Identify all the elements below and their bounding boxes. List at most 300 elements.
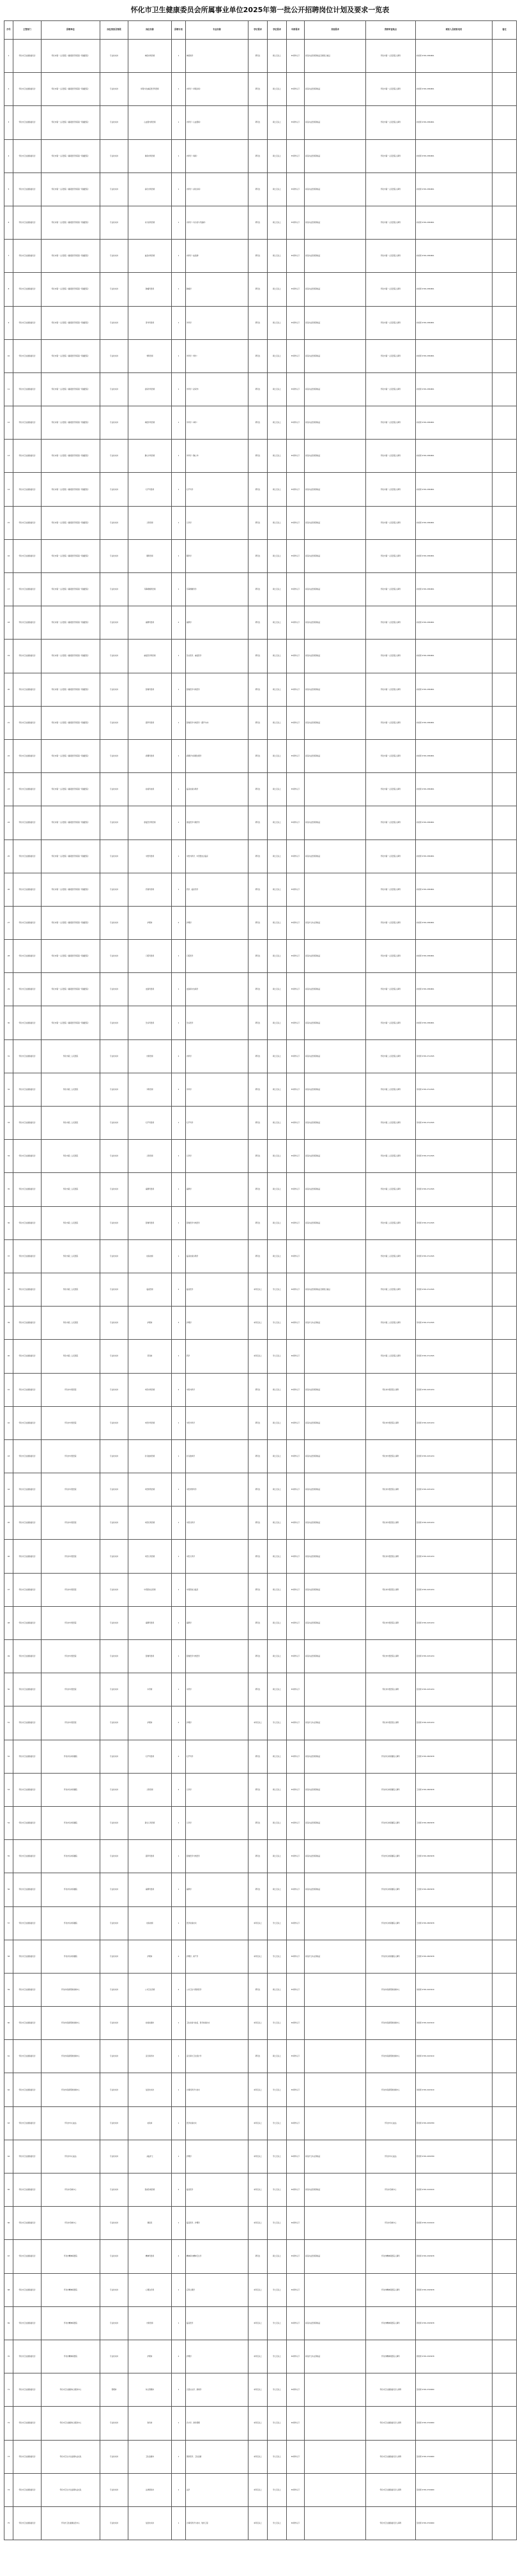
category-cell: 专业技术岗 xyxy=(100,873,128,906)
row-number: 69 xyxy=(4,2306,13,2340)
education-cell: 研究生 xyxy=(249,206,268,239)
remark-cell xyxy=(493,1039,517,1073)
quota-cell: 1 xyxy=(172,1573,186,1606)
education-cell: 研究生 xyxy=(249,2240,268,2273)
unit-cell: 怀化市第二人民医院 xyxy=(42,1340,100,1373)
quota-cell: 1 xyxy=(172,206,186,239)
contact-cell: 向老师 0745-2384651 xyxy=(416,372,493,406)
table-row xyxy=(4,273,517,306)
contact-cell: 向老师 0745-2384651 xyxy=(416,539,493,572)
review-location-cell: 怀化市疾病预防控制中心 xyxy=(366,2073,416,2106)
department-cell: 怀化市卫生健康委员会 xyxy=(13,739,42,772)
contact-cell: 王老师 0745-2825678 xyxy=(416,1840,493,1873)
table-row xyxy=(4,1806,517,1839)
degree-cell: 硕士及以上 xyxy=(268,640,287,673)
contact-cell: 李老师 0745-2712345 xyxy=(416,1206,493,1239)
review-location-cell: 怀化市第二人民医院人事科 xyxy=(366,1039,416,1073)
major-cell: 药学、临床药学 xyxy=(186,873,249,906)
department-cell: 怀化市卫生健康委员会 xyxy=(13,2207,42,2240)
remark-cell xyxy=(493,2340,517,2373)
degree-cell: 硕士及以上 xyxy=(268,1006,287,1039)
requirement-cell: 具有执业医师资格证 xyxy=(305,306,366,339)
department-cell: 怀化市卫生健康委员会 xyxy=(13,139,42,172)
row-number: 39 xyxy=(4,1307,13,1340)
category-cell: 专业技术岗 xyxy=(100,2473,128,2506)
unit-cell: 怀化市第一人民医院（湖南医药学院第一附属医院） xyxy=(42,372,100,406)
category-cell: 专业技术岗 xyxy=(100,1140,128,1173)
row-number: 2 xyxy=(4,73,13,106)
age-cell: 35周岁以下 xyxy=(287,706,305,739)
position-cell: 外科医师 xyxy=(128,1073,172,1106)
age-cell: 35周岁以下 xyxy=(287,1206,305,1239)
row-number: 6 xyxy=(4,206,13,239)
position-cell: 皮肤科医师 xyxy=(128,973,172,1006)
contact-cell: 向老师 0745-2384651 xyxy=(416,806,493,839)
table-row xyxy=(4,1606,517,1639)
position-cell: 心理治疗师 xyxy=(128,2273,172,2306)
quota-cell: 1 xyxy=(172,673,186,706)
category-cell: 专业技术岗 xyxy=(100,773,128,806)
age-cell: 30周岁以下 xyxy=(287,1307,305,1340)
education-cell: 研究生 xyxy=(249,1073,268,1106)
age-cell: 30周岁以下 xyxy=(287,2440,305,2473)
department-cell: 怀化市卫生健康委员会 xyxy=(13,273,42,306)
category-cell: 专业技术岗 xyxy=(100,273,128,306)
unit-cell: 怀化市第二人民医院 xyxy=(42,1273,100,1306)
quota-cell: 1 xyxy=(172,2273,186,2306)
position-cell: 麻醉科医师 xyxy=(128,1873,172,1906)
requirement-cell: 具有执业医师资格证 xyxy=(305,1606,366,1639)
department-cell: 怀化市卫生健康委员会 xyxy=(13,1439,42,1473)
unit-cell: 怀化市第一人民医院（湖南医药学院第一附属医院） xyxy=(42,240,100,273)
position-cell: 影像科医师 xyxy=(128,673,172,706)
major-cell: 儿科学 xyxy=(186,1806,249,1839)
row-number: 75 xyxy=(4,2506,13,2540)
major-cell: 会计学、财务管理 xyxy=(186,2407,249,2440)
department-cell: 怀化市卫生健康委员会 xyxy=(13,640,42,673)
education-cell: 研究生 xyxy=(249,1573,268,1606)
department-cell: 怀化市卫生健康委员会 xyxy=(13,372,42,406)
major-cell: 耳鼻咽喉科学 xyxy=(186,573,249,606)
quota-cell: 1 xyxy=(172,2440,186,2473)
department-cell: 怀化市卫生健康委员会 xyxy=(13,240,42,273)
quota-cell: 1 xyxy=(172,2407,186,2440)
unit-cell: 怀化市急救中心 xyxy=(42,2174,100,2207)
education-cell: 研究生 xyxy=(249,106,268,139)
quota-cell: 1 xyxy=(172,2473,186,2506)
requirement-cell: 具有护士执业资格证 xyxy=(305,2340,366,2373)
age-cell: 35周岁以下 xyxy=(287,1640,305,1673)
education-cell: 本科及以上 xyxy=(249,1940,268,1973)
major-cell: 临床医学、护理学 xyxy=(186,2207,249,2240)
age-cell: 35周岁以下 xyxy=(287,2040,305,2073)
table-row xyxy=(4,1107,517,1140)
major-cell: 针灸推拿学 xyxy=(186,1439,249,1473)
unit-cell: 怀化市疾病预防控制中心 xyxy=(42,2073,100,2106)
requirement-cell xyxy=(305,1973,366,2006)
remark-cell xyxy=(493,406,517,440)
table-row xyxy=(4,673,517,706)
review-location-cell: 怀化市中医医院人事科 xyxy=(366,1673,416,1706)
department-cell: 怀化市卫生健康委员会 xyxy=(13,1640,42,1673)
table-row xyxy=(4,2373,517,2407)
degree-cell: 硕士及以上 xyxy=(268,2040,287,2073)
remark-cell xyxy=(493,1307,517,1340)
review-location-cell: 怀化市精神病医院人事科 xyxy=(366,2273,416,2306)
department-cell: 怀化市卫生健康委员会 xyxy=(13,1473,42,1506)
degree-cell: 硕士及以上 xyxy=(268,906,287,939)
requirement-cell xyxy=(305,2407,366,2440)
position-cell: 神经内科医师 xyxy=(128,40,172,73)
requirement-cell: 具有执业医师资格证 xyxy=(305,1540,366,1573)
row-number: 29 xyxy=(4,973,13,1006)
education-cell: 研究生 xyxy=(249,1873,268,1906)
category-cell: 专业技术岗 xyxy=(100,1107,128,1140)
quota-cell: 1 xyxy=(172,172,186,206)
category-cell: 专业技术岗 xyxy=(100,706,128,739)
unit-cell: 怀化市精神病医院 xyxy=(42,2240,100,2273)
contact-cell: 张老师 0745-2231234 xyxy=(416,1540,493,1573)
major-cell: 临床医学 xyxy=(186,1273,249,1306)
age-cell: 35周岁以下 xyxy=(287,1239,305,1273)
position-cell: 药剂岗 xyxy=(128,1340,172,1373)
quota-cell: 2 xyxy=(172,1273,186,1306)
major-cell: 麻醉学 xyxy=(186,1873,249,1906)
column-header: 资格审查地点 xyxy=(366,21,416,40)
row-number: 64 xyxy=(4,2140,13,2173)
row-number: 67 xyxy=(4,2240,13,2273)
table-row xyxy=(4,372,517,406)
position-cell: 精神科医师 xyxy=(128,2240,172,2273)
quota-cell: 2 xyxy=(172,2174,186,2207)
row-number: 44 xyxy=(4,1473,13,1506)
requirement-cell: 具有执业医师资格证 xyxy=(305,1473,366,1506)
category-cell: 专业技术岗 xyxy=(100,1406,128,1439)
major-cell: 法学 xyxy=(186,2473,249,2506)
unit-cell: 怀化市第二人民医院 xyxy=(42,1173,100,1206)
category-cell: 专业技术岗 xyxy=(100,2273,128,2306)
department-cell: 怀化市卫生健康委员会 xyxy=(13,172,42,206)
row-number: 47 xyxy=(4,1573,13,1606)
category-cell: 专业技术岗 xyxy=(100,2506,128,2540)
contact-cell: 向老师 0745-2384651 xyxy=(416,573,493,606)
age-cell: 35周岁以下 xyxy=(287,139,305,172)
unit-cell: 怀化市中医医院 xyxy=(42,1573,100,1606)
position-cell: 麻醉科医师 xyxy=(128,1606,172,1639)
major-cell: 护理学、助产学 xyxy=(186,1940,249,1973)
category-cell: 专业技术岗 xyxy=(100,1373,128,1406)
education-cell: 本科及以上 xyxy=(249,2106,268,2140)
position-cell: 药剂科药师 xyxy=(128,873,172,906)
table-row xyxy=(4,1773,517,1806)
column-header: 其他要求 xyxy=(305,21,366,40)
contact-cell: 杨老师 0745-2120120 xyxy=(416,2207,493,2240)
requirement-cell: 具有执业医师资格证 xyxy=(305,1806,366,1839)
age-cell: 35周岁以下 xyxy=(287,839,305,873)
row-number: 49 xyxy=(4,1640,13,1673)
table-row xyxy=(4,573,517,606)
review-location-cell: 怀化市第一人民医院人事科 xyxy=(366,640,416,673)
quota-cell: 1 xyxy=(172,473,186,506)
department-cell: 怀化市卫生健康委员会 xyxy=(13,2473,42,2506)
requirement-cell xyxy=(305,2106,366,2140)
remark-cell xyxy=(493,739,517,772)
department-cell: 怀化市卫生健康委员会 xyxy=(13,2440,42,2473)
requirement-cell: 具有护士执业资格证 xyxy=(305,2140,366,2173)
position-cell: 中医骨伤医师 xyxy=(128,1473,172,1506)
requirement-cell: 具有执业医师资格证 xyxy=(305,1006,366,1039)
position-cell: 麻醉科医师 xyxy=(128,1173,172,1206)
department-cell: 怀化市卫生健康委员会 xyxy=(13,2106,42,2140)
position-cell: 采血护士 xyxy=(128,2140,172,2173)
row-number: 50 xyxy=(4,1673,13,1706)
age-cell: 35周岁以下 xyxy=(287,1039,305,1073)
age-cell: 35周岁以下 xyxy=(287,440,305,473)
age-cell: 35周岁以下 xyxy=(287,1840,305,1873)
quota-cell: 1 xyxy=(172,40,186,73)
position-cell: 妇产科医师 xyxy=(128,1107,172,1140)
contact-cell: 张老师 0745-2231234 xyxy=(416,1439,493,1473)
table-row xyxy=(4,1140,517,1173)
table-row xyxy=(4,40,517,73)
contact-cell: 刘老师 0745-2243210 xyxy=(416,1973,493,2006)
table-row xyxy=(4,640,517,673)
table-row xyxy=(4,139,517,172)
category-cell: 专业技术岗 xyxy=(100,1206,128,1239)
unit-cell: 怀化市卫生健康综合服务中心 xyxy=(42,2373,100,2407)
contact-cell: 向老师 0745-2384651 xyxy=(416,273,493,306)
unit-cell: 怀化市第一人民医院（湖南医药学院第一附属医院） xyxy=(42,40,100,73)
table-row xyxy=(4,606,517,640)
remark-cell xyxy=(493,73,517,106)
position-cell: 血液内科医师 xyxy=(128,240,172,273)
review-location-cell: 怀化市第一人民医院人事科 xyxy=(366,372,416,406)
position-cell: 信息技术岗 xyxy=(128,2506,172,2540)
requirement-cell: 具有执业医师资格证 xyxy=(305,1640,366,1673)
degree-cell: 硕士及以上 xyxy=(268,973,287,1006)
table-row xyxy=(4,1273,517,1306)
column-header: 招聘单位 xyxy=(42,21,100,40)
column-header: 联系人及联系电话 xyxy=(416,21,493,40)
unit-cell: 怀化市妇幼保健院 xyxy=(42,1873,100,1906)
table-row xyxy=(4,406,517,440)
age-cell: 35周岁以下 xyxy=(287,240,305,273)
department-cell: 怀化市卫生健康委员会 xyxy=(13,1873,42,1906)
education-cell: 研究生 xyxy=(249,339,268,372)
major-cell: 护理学 xyxy=(186,2340,249,2373)
position-cell: 财务岗 xyxy=(128,2407,172,2440)
unit-cell: 怀化市第一人民医院（湖南医药学院第一附属医院） xyxy=(42,273,100,306)
age-cell: 35周岁以下 xyxy=(287,1740,305,1773)
age-cell: 30周岁以下 xyxy=(287,2140,305,2173)
table-row xyxy=(4,1573,517,1606)
row-number: 61 xyxy=(4,2040,13,2073)
position-cell: 儿科医师 xyxy=(128,506,172,539)
position-cell: 泌尿外科医师 xyxy=(128,372,172,406)
age-cell: 35周岁以下 xyxy=(287,2240,305,2273)
major-cell: 临床医学 xyxy=(186,2306,249,2340)
position-cell: 新生儿科医师 xyxy=(128,1806,172,1839)
contact-cell: 向老师 0745-2384651 xyxy=(416,240,493,273)
quota-cell: 1 xyxy=(172,640,186,673)
table-row xyxy=(4,1973,517,2006)
education-cell: 本科及以上 xyxy=(249,1307,268,1340)
age-cell: 35周岁以下 xyxy=(287,640,305,673)
education-cell: 研究生 xyxy=(249,739,268,772)
requirement-cell: 具有执业医师资格证 xyxy=(305,73,366,106)
education-cell: 本科及以上 xyxy=(249,2007,268,2040)
position-cell: 康复医学科医师 xyxy=(128,806,172,839)
contact-cell: 向老师 0745-2384651 xyxy=(416,839,493,873)
requirement-cell: 具有护士执业资格证 xyxy=(305,1706,366,1740)
remark-cell xyxy=(493,1840,517,1873)
department-cell: 怀化市卫生健康委员会 xyxy=(13,906,42,939)
review-location-cell: 怀化市第二人民医院人事科 xyxy=(366,1273,416,1306)
age-cell: 35周岁以下 xyxy=(287,1006,305,1039)
row-number: 73 xyxy=(4,2440,13,2473)
review-location-cell: 怀化市第一人民医院人事科 xyxy=(366,106,416,139)
degree-cell: 硕士及以上 xyxy=(268,172,287,206)
unit-cell: 怀化市第一人民医院（湖南医药学院第一附属医院） xyxy=(42,773,100,806)
category-cell: 专业技术岗 xyxy=(100,1940,128,1973)
requirement-cell: 具有执业医师资格证 xyxy=(305,839,366,873)
unit-cell: 怀化市第一人民医院（湖南医药学院第一附属医院） xyxy=(42,839,100,873)
department-cell: 怀化市卫生健康委员会 xyxy=(13,1073,42,1106)
degree-cell: 学士及以上 xyxy=(268,1340,287,1373)
quota-cell: 1 xyxy=(172,273,186,306)
review-location-cell: 怀化市中医医院人事科 xyxy=(366,1406,416,1439)
row-number: 56 xyxy=(4,1873,13,1906)
unit-cell: 怀化市第一人民医院（湖南医药学院第一附属医院） xyxy=(42,1006,100,1039)
remark-cell xyxy=(493,1506,517,1540)
unit-cell: 怀化市第一人民医院（湖南医药学院第一附属医院） xyxy=(42,172,100,206)
quota-cell: 1 xyxy=(172,1640,186,1673)
table-row xyxy=(4,873,517,906)
review-location-cell: 怀化市第二人民医院人事科 xyxy=(366,1239,416,1273)
major-cell: 中医骨伤科学 xyxy=(186,1473,249,1506)
column-header: 主管部门 xyxy=(13,21,42,40)
unit-cell: 怀化市妇幼保健院 xyxy=(42,1906,100,1940)
requirement-cell: 具有执业医师资格证及规培合格证 xyxy=(305,1273,366,1306)
table-row xyxy=(4,2407,517,2440)
quota-cell: 1 xyxy=(172,1340,186,1373)
contact-cell: 吴老师 0745-2720000 xyxy=(416,2440,493,2473)
review-location-cell: 怀化市中心血站 xyxy=(366,2106,416,2140)
category-cell: 专业技术岗 xyxy=(100,139,128,172)
column-header: 岗位类别及等级 xyxy=(100,21,128,40)
row-number: 51 xyxy=(4,1706,13,1740)
contact-cell: 张老师 0745-2231234 xyxy=(416,1640,493,1673)
unit-cell: 怀化市中医医院 xyxy=(42,1473,100,1506)
major-cell: 急诊医学、重症医学 xyxy=(186,640,249,673)
table-row xyxy=(4,1406,517,1439)
document-title: 怀化市卫生健康委员会所属事业单位2025年第一批公开招聘岗位计划及要求一览表 xyxy=(130,6,390,14)
review-location-cell: 怀化市疾病预防控制中心 xyxy=(366,2040,416,2073)
unit-cell: 怀化市急救中心 xyxy=(42,2207,100,2240)
major-cell: 医学检验技术 xyxy=(186,1906,249,1940)
education-cell: 研究生 xyxy=(249,806,268,839)
contact-cell: 李老师 0745-2712345 xyxy=(416,1273,493,1306)
education-cell: 本科及以上 xyxy=(249,2473,268,2506)
quota-cell: 2 xyxy=(172,1773,186,1806)
major-cell: 影像医学与核医学 xyxy=(186,1206,249,1239)
department-cell: 怀化市卫生健康委员会 xyxy=(13,940,42,973)
position-cell: 公共卫生医师 xyxy=(128,1973,172,2006)
table-row xyxy=(4,2007,517,2040)
major-cell: 应用心理学 xyxy=(186,2273,249,2306)
unit-cell: 怀化市妇幼保健院 xyxy=(42,1740,100,1773)
row-number: 24 xyxy=(4,806,13,839)
department-cell: 怀化市卫生健康委员会 xyxy=(13,2306,42,2340)
remark-cell xyxy=(493,306,517,339)
quota-cell: 1 xyxy=(172,2207,186,2240)
age-cell: 35周岁以下 xyxy=(287,1673,305,1706)
row-number: 37 xyxy=(4,1239,13,1273)
review-location-cell: 怀化市妇幼保健院人事科 xyxy=(366,1773,416,1806)
department-cell: 怀化市卫生健康委员会 xyxy=(13,1773,42,1806)
unit-cell: 怀化市第一人民医院（湖南医药学院第一附属医院） xyxy=(42,606,100,640)
position-cell: 肾病内科医师 xyxy=(128,139,172,172)
age-cell: 30周岁以下 xyxy=(287,1906,305,1940)
remark-cell xyxy=(493,573,517,606)
requirement-cell: 具有护士执业资格证 xyxy=(305,1307,366,1340)
table-row xyxy=(4,1373,517,1406)
age-cell: 35周岁以下 xyxy=(287,306,305,339)
quota-cell: 1 xyxy=(172,973,186,1006)
table-row xyxy=(4,2273,517,2306)
unit-cell: 怀化市精神病医院 xyxy=(42,2273,100,2306)
review-location-cell: 怀化市中医医院人事科 xyxy=(366,1506,416,1540)
age-cell: 35周岁以下 xyxy=(287,1406,305,1439)
category-cell: 专业技术岗 xyxy=(100,206,128,239)
requirement-cell: 具有执业医师资格证 xyxy=(305,973,366,1006)
department-cell: 怀化市卫生健康委员会 xyxy=(13,506,42,539)
review-location-cell: 怀化市妇幼保健院人事科 xyxy=(366,1940,416,1973)
contact-cell: 向老师 0745-2384651 xyxy=(416,973,493,1006)
column-header: 备注 xyxy=(493,21,517,40)
remark-cell xyxy=(493,1340,517,1373)
department-cell: 怀化市卫生健康委员会 xyxy=(13,2007,42,2040)
requirement-cell xyxy=(305,1239,366,1273)
degree-cell: 硕士及以上 xyxy=(268,1606,287,1639)
major-cell: 内科学（肾病） xyxy=(186,139,249,172)
unit-cell: 怀化市中医医院 xyxy=(42,1706,100,1740)
category-cell: 专业技术岗 xyxy=(100,839,128,873)
remark-cell xyxy=(493,906,517,939)
unit-cell: 怀化市第一人民医院（湖南医药学院第一附属医院） xyxy=(42,73,100,106)
quota-cell: 1 xyxy=(172,1439,186,1473)
remark-cell xyxy=(493,1239,517,1273)
review-location-cell: 怀化市中医医院人事科 xyxy=(366,1439,416,1473)
review-location-cell: 怀化市第二人民医院人事科 xyxy=(366,1107,416,1140)
education-cell: 研究生 xyxy=(249,1473,268,1506)
department-cell: 怀化市卫生健康委员会 xyxy=(13,440,42,473)
table-row xyxy=(4,2106,517,2140)
major-cell: 妇产科学 xyxy=(186,1740,249,1773)
quota-cell: 1 xyxy=(172,1006,186,1039)
unit-cell: 怀化市中心血站 xyxy=(42,2140,100,2173)
degree-cell: 学士及以上 xyxy=(268,2207,287,2240)
age-cell: 35周岁以下 xyxy=(287,1606,305,1639)
degree-cell: 硕士及以上 xyxy=(268,1073,287,1106)
quota-cell: 1 xyxy=(172,706,186,739)
degree-cell: 硕士及以上 xyxy=(268,873,287,906)
contact-cell: 向老师 0745-2384651 xyxy=(416,339,493,372)
education-cell: 本科及以上 xyxy=(249,2407,268,2440)
table-row xyxy=(4,2207,517,2240)
category-cell: 管理岗 xyxy=(100,2373,128,2407)
contact-cell: 向老师 0745-2384651 xyxy=(416,906,493,939)
